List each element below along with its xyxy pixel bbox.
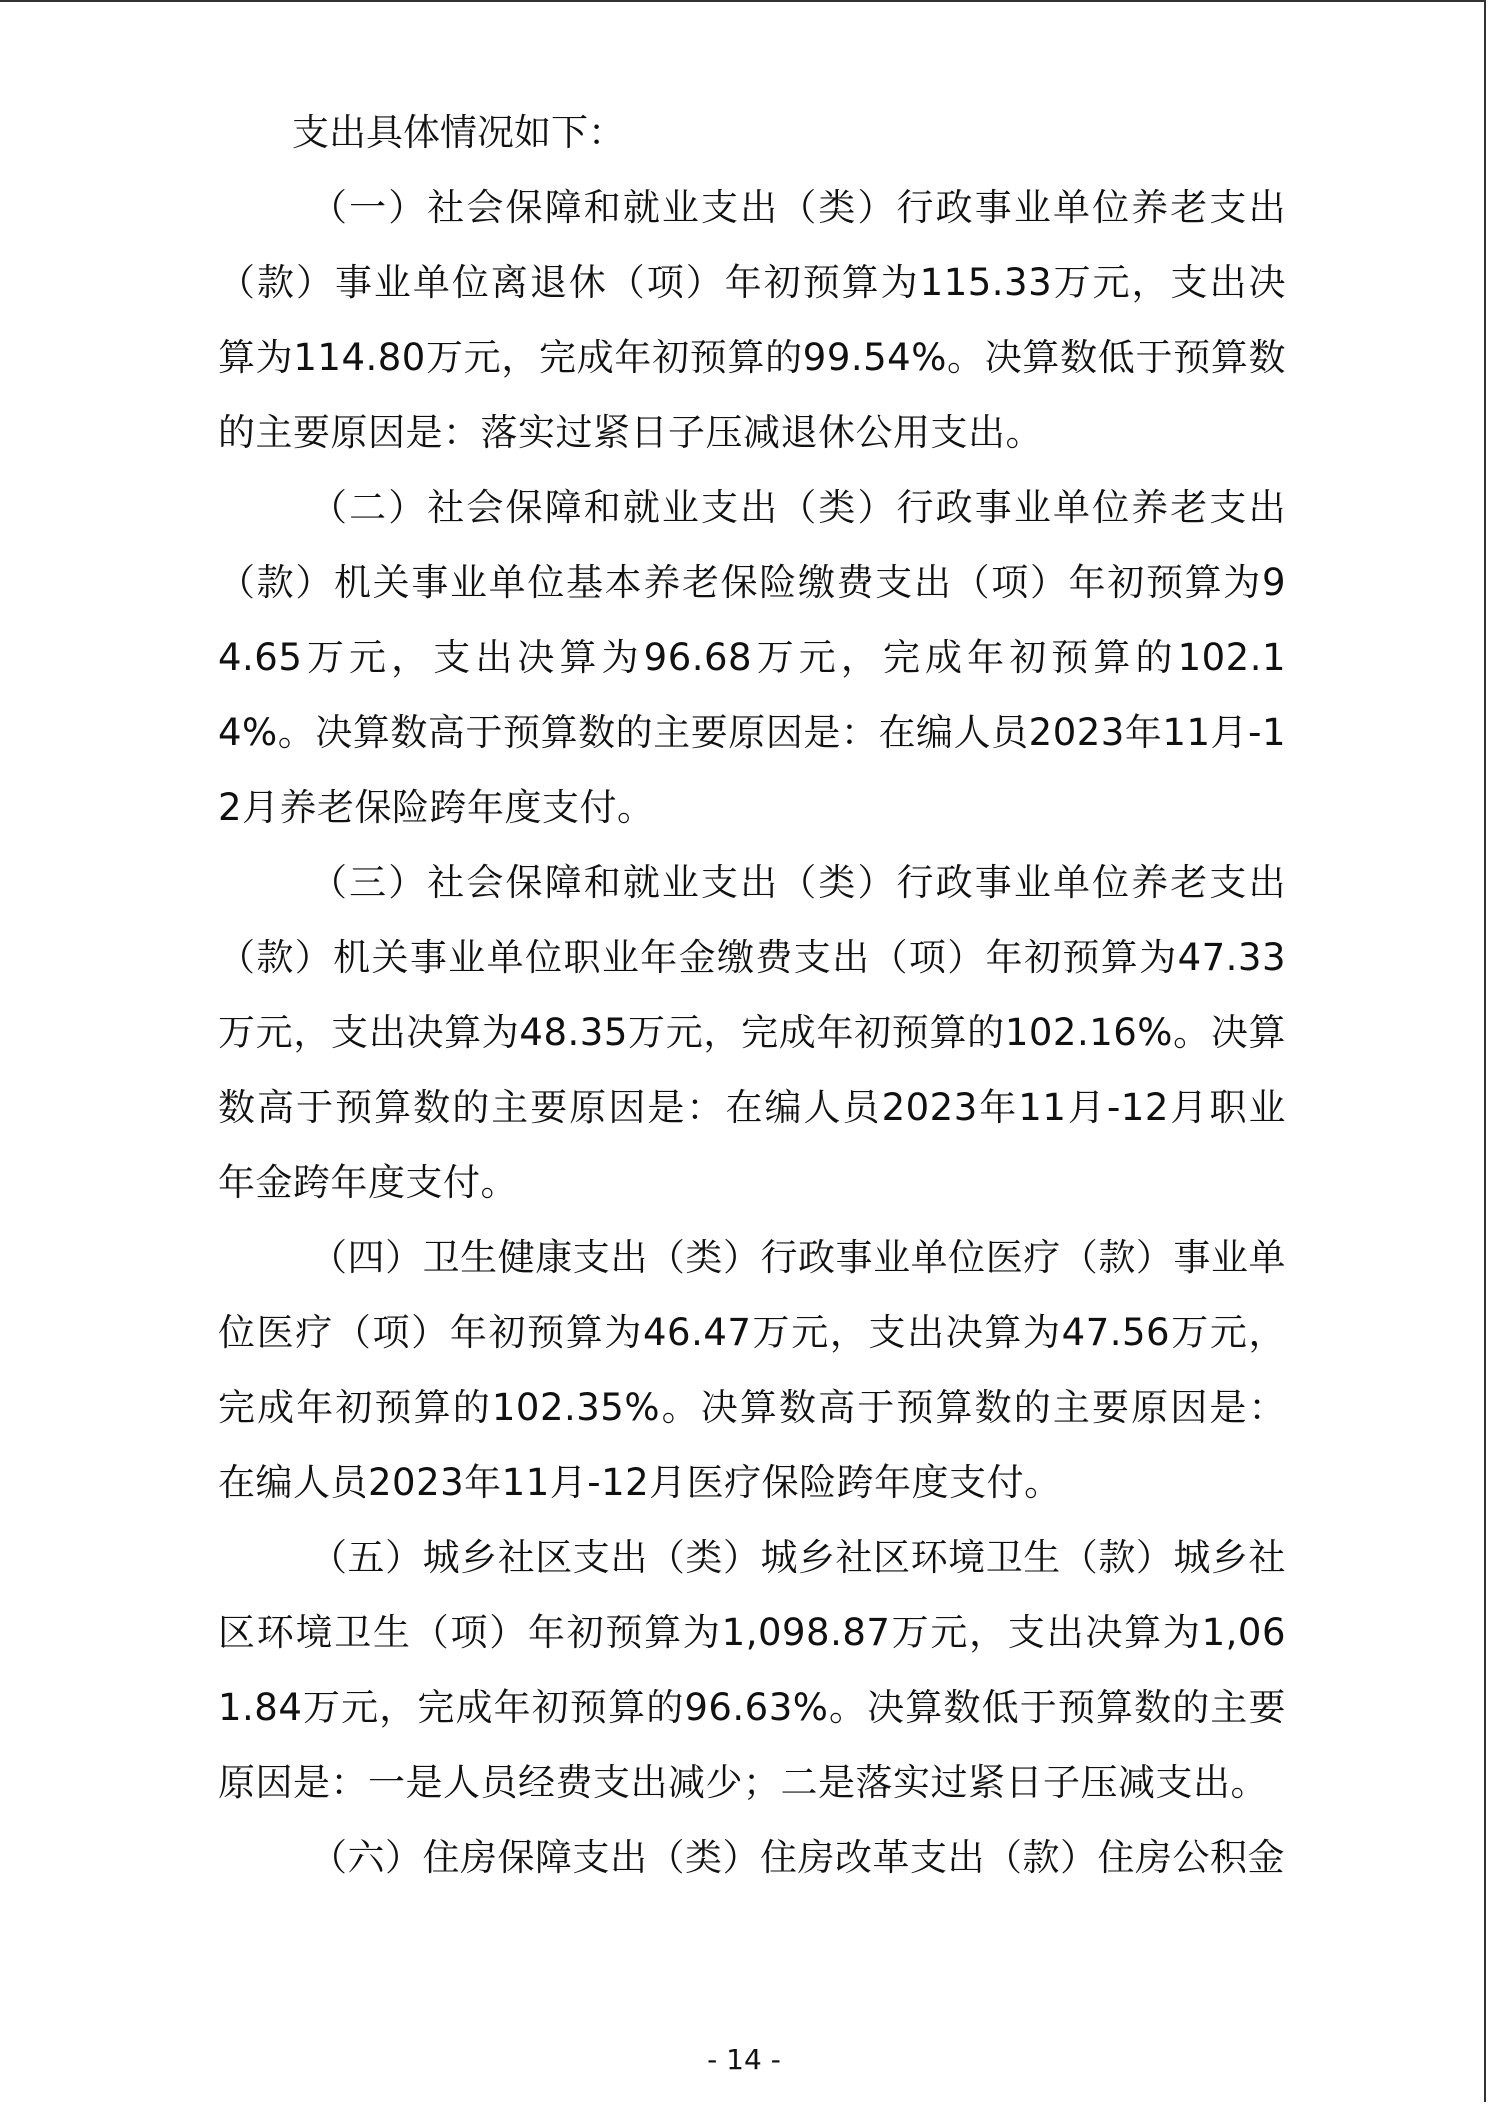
paragraph-3: （三）社会保障和就业支出（类）行政事业单位养老支出（款）机关事业单位职业年金缴费支出（项）年初预算为47.33万元，支出决算为48.35万元，完成年初预算的102.16%。决算数高于预算数的主要原因是：在编人员2023年11月-12月职业年金跨年度支付。 [218,861,1286,1204]
paragraph-5: （五）城乡社区支出（类）城乡社区环境卫生（款）城乡社区环境卫生（项）年初预算为1,098.87万元，支出决算为1,061.84万元，完成年初预算的96.63%。决算数低于预算数的主要原因是：一是人员经费支出减少；二是落实过紧日子压减支出。 [218,1536,1286,1804]
paragraph-4: （四）卫生健康支出（类）行政事业单位医疗（款）事业单位医疗（项）年初预算为46.47万元，支出决算为47.56万元，完成年初预算的102.35%。决算数高于预算数的主要原因是：在编人员2023年11月-12月医疗保险跨年度支付。 [218,1236,1286,1504]
intro-line: 支出具体情况如下： [292,111,625,154]
paragraph-1: （一）社会保障和就业支出（类）行政事业单位养老支出（款）事业单位离退休（项）年初预算为115.33万元，支出决算为114.80万元，完成年初预算的99.54%。决算数低于预算数的主要原因是：落实过紧日子压减退休公用支出。 [218,186,1286,454]
document-body [218,95,1286,1895]
paragraph-2: （二）社会保障和就业支出（类）行政事业单位养老支出（款）机关事业单位基本养老保险缴费支出（项）年初预算为94.65万元，支出决算为96.68万元，完成年初预算的102.14%。决算数高于预算数的主要原因是：在编人员2023年11月-12月养老保险跨年度支付。 [218,486,1286,829]
paragraph-6: （六）住房保障支出（类）住房改革支出（款）住房公积金 [310,1836,1285,1879]
page-number: - 14 - [707,2043,781,2076]
